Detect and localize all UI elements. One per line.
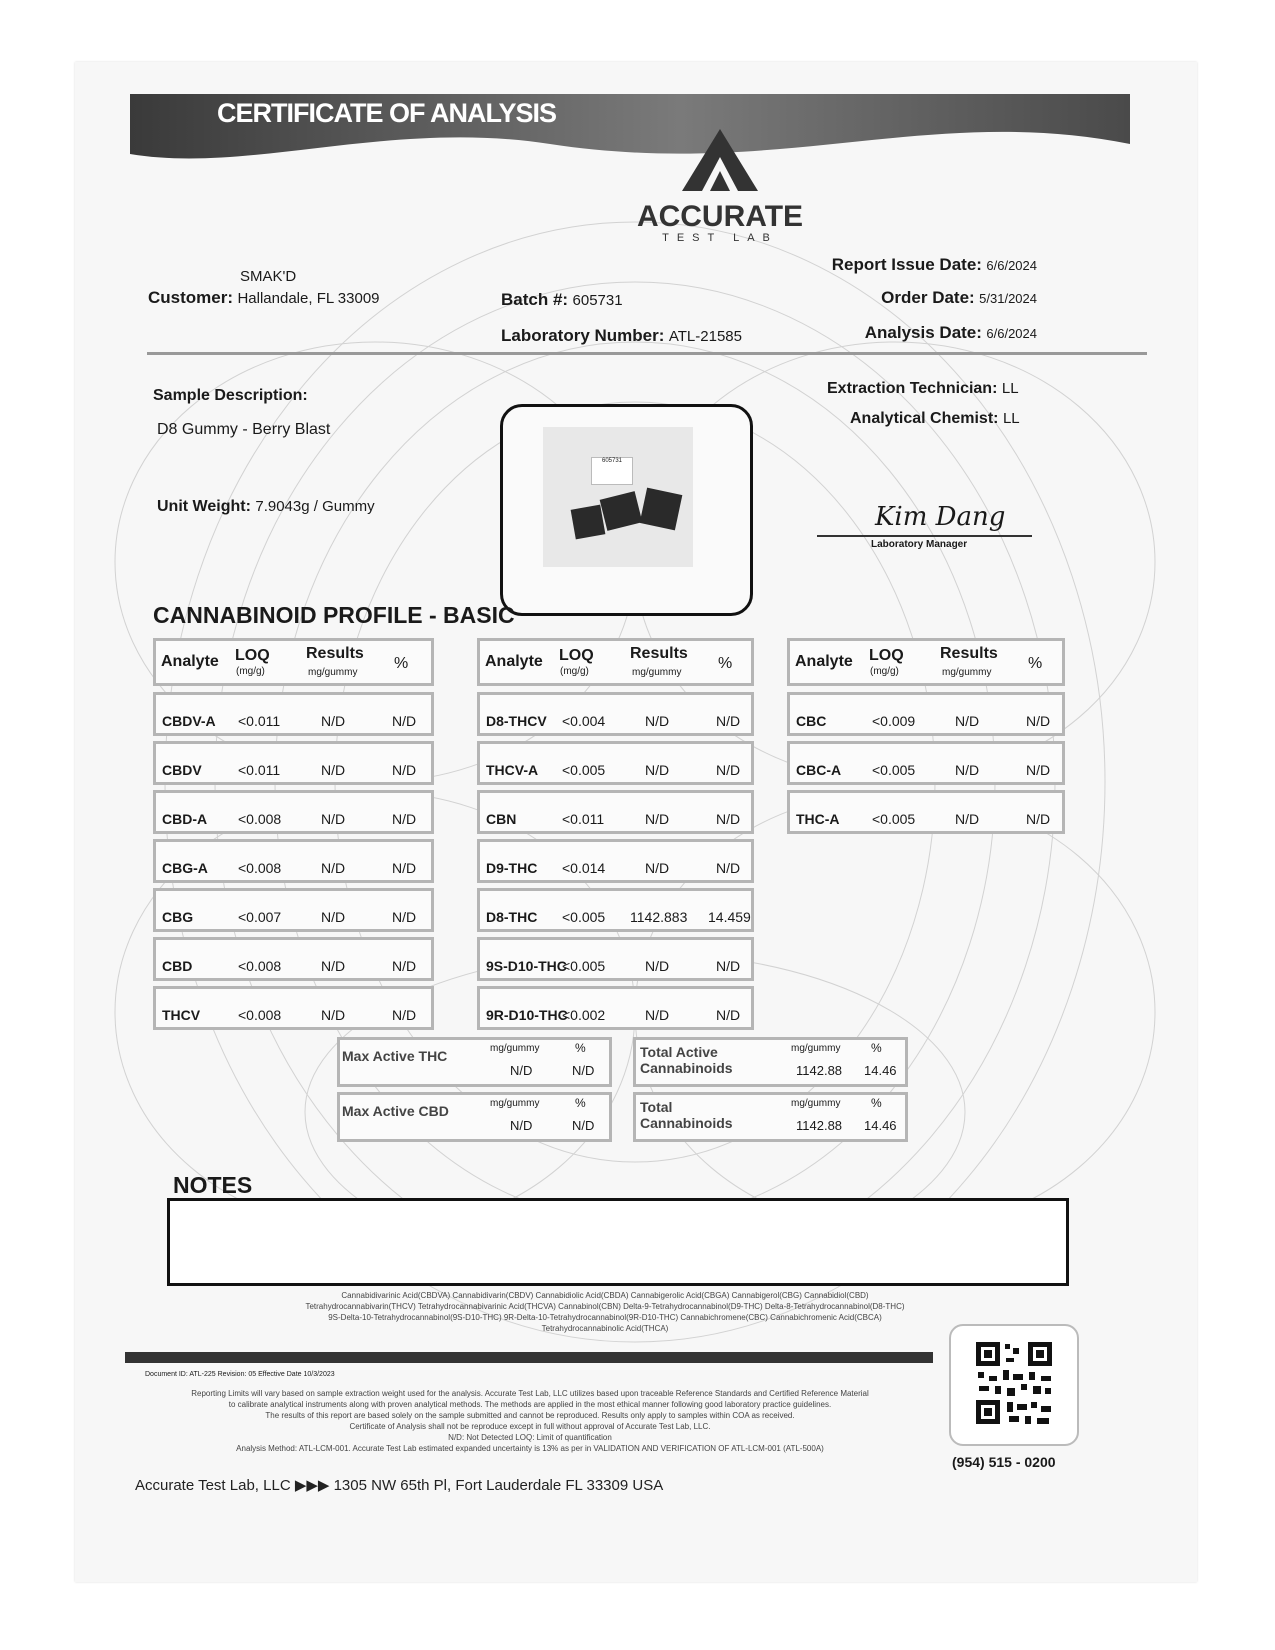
analyte-header: Analyte xyxy=(485,653,543,670)
glossary xyxy=(165,1290,1045,1334)
col3-header xyxy=(787,638,1065,686)
table-row xyxy=(787,692,1065,736)
percent-value: N/D xyxy=(392,713,417,729)
loq-value: <0.011 xyxy=(238,713,281,729)
percent-value: N/D xyxy=(1026,713,1051,729)
order-date-value: 5/31/2024 xyxy=(979,291,1037,306)
percent-value: N/D xyxy=(392,762,417,778)
analyte-name: 9R-D10-THC xyxy=(486,1007,568,1023)
customer-block xyxy=(148,288,380,308)
order-date-label: Order Date: xyxy=(881,288,975,307)
notes-heading: NOTES xyxy=(173,1172,253,1198)
loq-value: <0.009 xyxy=(872,713,916,729)
max-active-thc-pct: N/D xyxy=(572,1063,595,1078)
batch-value: 605731 xyxy=(572,292,623,309)
max-active-cbd-label: Max Active CBD xyxy=(342,1103,449,1119)
disclaimer-line: Reporting Limits will vary based on sample extraction weight used for the analysis. Accurate Test Lab, LLC utilizes based upon traceable Reference Standards and Certified Reference Material xyxy=(191,1389,869,1398)
glossary-line: 9S-Delta-10-Tetrahydrocannabinol(9S-D10-THC) 9R-Delta-10-Tetrahydrocannabinol(9R-D10-THC) Cannabichromene(CBC) Cannabichromenic Acid(CBCA) xyxy=(328,1313,882,1322)
glossary-line: Cannabidivarinic Acid(CBDVA) Cannabidivarin(CBDV) Cannabidiolic Acid(CBDA) Cannabigerolic Acid(CBGA) Cannabigerol(CBG) Cannabidiol(CBD) xyxy=(341,1291,869,1300)
result-value: N/D xyxy=(321,958,346,974)
result-value: N/D xyxy=(645,1007,670,1023)
total-active-mg: 1142.88 xyxy=(796,1063,843,1078)
result-value: N/D xyxy=(321,762,346,778)
loq-header: LOQ xyxy=(869,647,904,664)
percent-value: N/D xyxy=(392,958,417,974)
loq-value: <0.005 xyxy=(562,958,606,974)
max-active-thc-pct-header: % xyxy=(575,1041,586,1055)
disclaimer-line: to calibrate analytical instruments along with proven analytical methods. The methods are applied in the most ethical manner following good laboratory practice guidelines. xyxy=(228,1400,832,1409)
loq-value: <0.011 xyxy=(238,762,281,778)
percent-header: % xyxy=(394,655,409,672)
customer-label: Customer: xyxy=(148,288,234,307)
analyte-header: Analyte xyxy=(161,653,219,670)
laboratory-manager-label: Laboratory Manager xyxy=(871,539,968,550)
result-value: N/D xyxy=(645,860,670,876)
loq-value: <0.008 xyxy=(238,958,282,974)
certificate-page xyxy=(75,62,1197,1582)
result-value: N/D xyxy=(321,860,346,876)
table-row xyxy=(477,986,754,1030)
percent-value: N/D xyxy=(716,860,741,876)
analyte-name: CBG-A xyxy=(162,860,208,876)
total-unit: mg/gummy xyxy=(791,1098,841,1109)
extraction-technician-label: Extraction Technician: xyxy=(827,380,998,397)
total-cannabinoids-label xyxy=(640,1099,733,1131)
disclaimer-line: The results of this report are based solely on the sample submitted and cannot be reproduced. Results only apply to samples within COA as received. xyxy=(265,1411,795,1420)
table-row xyxy=(153,741,434,785)
extraction-technician xyxy=(827,380,1019,398)
table-row xyxy=(153,937,434,981)
lab-number-block xyxy=(501,326,742,346)
total-active-unit: mg/gummy xyxy=(791,1043,841,1054)
footer-address: Accurate Test Lab, LLC ▶▶▶ 1305 NW 65th Pl, Fort Lauderdale FL 33309 USA xyxy=(135,1477,664,1494)
percent-header: % xyxy=(1028,655,1043,672)
loq-value: <0.005 xyxy=(562,909,606,925)
percent-value: N/D xyxy=(716,762,741,778)
qr-code[interactable] xyxy=(949,1324,1079,1446)
loq-value: <0.007 xyxy=(238,909,282,925)
table-row xyxy=(477,888,754,932)
brand-subtitle: TEST LAB xyxy=(662,232,778,244)
max-active-cbd-mg: N/D xyxy=(510,1118,533,1133)
result-value: N/D xyxy=(645,713,670,729)
header-divider xyxy=(147,352,1147,355)
glossary-line: Tetrahydrocannabinolic Acid(THCA) xyxy=(541,1324,669,1333)
analyte-name: CBDV xyxy=(162,762,202,778)
phone-number: (954) 515 - 0200 xyxy=(952,1454,1056,1470)
max-active-cbd-pct-header: % xyxy=(575,1096,586,1110)
analysis-date xyxy=(865,323,1037,343)
col2-header xyxy=(477,638,754,686)
footer-rule xyxy=(125,1352,933,1363)
result-value: N/D xyxy=(321,713,346,729)
result-value: N/D xyxy=(955,713,980,729)
unit-weight-label: Unit Weight: xyxy=(157,498,251,515)
table-row xyxy=(153,790,434,834)
loq-value: <0.014 xyxy=(562,860,606,876)
percent-header: % xyxy=(718,655,733,672)
max-active-thc-unit: mg/gummy xyxy=(490,1043,540,1054)
loq-header: LOQ xyxy=(559,647,594,664)
batch-label: Batch #: xyxy=(501,290,569,309)
photo-label-sticker: 605731 xyxy=(591,457,633,485)
analytical-chemist xyxy=(850,410,1020,428)
result-value: N/D xyxy=(321,811,346,827)
certificate-title: CERTIFICATE OF ANALYSIS xyxy=(217,98,557,128)
total-active-cannabinoids-box xyxy=(633,1037,908,1087)
triangle-logo-icon xyxy=(680,127,760,193)
lab-number-value: ATL-21585 xyxy=(668,328,742,345)
disclaimer-line: Analysis Method: ATL-LCM-001. Accurate Test Lab estimated expanded uncertainty is 13% as per in VALIDATION AND VERIFICATION OF ATL-LCM-001 (ATL-500A) xyxy=(236,1444,824,1453)
table-row xyxy=(787,741,1065,785)
loq-value: <0.004 xyxy=(562,713,606,729)
total-pct-header: % xyxy=(871,1096,882,1110)
disclaimer xyxy=(135,1388,925,1454)
lab-number-label: Laboratory Number: xyxy=(501,326,665,345)
analysis-date-label: Analysis Date: xyxy=(864,323,982,342)
signature-line xyxy=(817,535,1032,537)
percent-value: N/D xyxy=(1026,762,1051,778)
table-row xyxy=(477,790,754,834)
results-unit-header: mg/gummy xyxy=(942,667,992,678)
max-active-thc-box xyxy=(337,1037,612,1087)
loq-value: <0.011 xyxy=(562,811,605,827)
percent-value: N/D xyxy=(392,860,417,876)
loq-value: <0.008 xyxy=(238,860,282,876)
disclaimer-line: N/D: Not Detected LOQ: Limit of quantification xyxy=(448,1433,612,1442)
analyte-name: D9-THC xyxy=(486,860,538,876)
total-label-line2: Cannabinoids xyxy=(640,1115,733,1131)
analyte-name: 9S-D10-THC xyxy=(486,958,567,974)
total-active-cannabinoids-label xyxy=(640,1044,733,1076)
analyte-name: D8-THCV xyxy=(486,713,547,729)
loq-value: <0.005 xyxy=(562,762,606,778)
analyte-name: CBDV-A xyxy=(162,713,216,729)
percent-value: N/D xyxy=(716,811,741,827)
analyte-name: THC-A xyxy=(796,811,840,827)
max-active-thc-mg: N/D xyxy=(510,1063,533,1078)
total-active-pct: 14.46 xyxy=(864,1063,897,1078)
percent-value: 14.459 xyxy=(708,909,751,925)
analysis-date-value: 6/6/2024 xyxy=(986,326,1037,341)
brand-name: ACCURATE xyxy=(636,200,804,233)
analyte-name: CBC-A xyxy=(796,762,842,778)
analyte-name: THCV-A xyxy=(486,762,539,778)
results-header: Results xyxy=(306,645,364,662)
report-issue-label: Report Issue Date: xyxy=(831,255,982,274)
report-issue-date xyxy=(832,255,1037,275)
result-value: 1142.883 xyxy=(630,909,688,925)
gummy-image-3 xyxy=(640,488,683,531)
analyte-name: CBC xyxy=(796,713,827,729)
loq-unit-header: (mg/g) xyxy=(236,666,265,677)
analyte-name: CBG xyxy=(162,909,194,925)
total-mg: 1142.88 xyxy=(796,1118,843,1133)
result-value: N/D xyxy=(955,762,980,778)
unit-weight-block xyxy=(157,498,375,516)
analyte-header: Analyte xyxy=(795,653,853,670)
total-active-label-line1: Total Active xyxy=(640,1044,718,1060)
max-active-cbd-box xyxy=(337,1092,612,1142)
percent-value: N/D xyxy=(716,713,741,729)
extraction-technician-value: LL xyxy=(1001,380,1019,397)
table-row xyxy=(477,741,754,785)
analytical-chemist-value: LL xyxy=(1002,410,1020,427)
results-unit-header: mg/gummy xyxy=(308,667,358,678)
percent-value: N/D xyxy=(716,1007,741,1023)
result-value: N/D xyxy=(955,811,980,827)
analyte-name: CBN xyxy=(486,811,517,827)
loq-unit-header: (mg/g) xyxy=(870,666,899,677)
sample-description: D8 Gummy - Berry Blast xyxy=(157,421,331,438)
total-active-pct-header: % xyxy=(871,1041,882,1055)
batch-block xyxy=(501,290,623,310)
table-row xyxy=(153,888,434,932)
qr-code-icon xyxy=(951,1326,1077,1444)
percent-value: N/D xyxy=(392,811,417,827)
max-active-thc-label: Max Active THC xyxy=(342,1048,448,1064)
table-row xyxy=(477,839,754,883)
analyte-name: THCV xyxy=(162,1007,201,1023)
results-header: Results xyxy=(940,645,998,662)
sample-description-label: Sample Description: xyxy=(153,387,308,404)
unit-weight-value: 7.9043g / Gummy xyxy=(255,498,375,515)
result-value: N/D xyxy=(321,909,346,925)
customer-address: Hallandale, FL 33009 xyxy=(237,290,380,307)
loq-header: LOQ xyxy=(235,647,270,664)
percent-value: N/D xyxy=(392,909,417,925)
result-value: N/D xyxy=(321,1007,346,1023)
gummy-image-1 xyxy=(571,505,606,540)
total-active-label-line2: Cannabinoids xyxy=(640,1060,733,1076)
brand-logo xyxy=(620,127,820,244)
total-cannabinoids-box xyxy=(633,1092,908,1142)
loq-unit-header: (mg/g) xyxy=(560,666,589,677)
table-row xyxy=(153,692,434,736)
loq-value: <0.008 xyxy=(238,1007,282,1023)
result-value: N/D xyxy=(645,958,670,974)
cannabinoid-profile-title: CANNABINOID PROFILE - BASIC xyxy=(153,602,515,628)
notes-box xyxy=(167,1198,1069,1286)
table-row xyxy=(477,692,754,736)
result-value: N/D xyxy=(645,762,670,778)
sample-photo xyxy=(500,404,753,616)
percent-value: N/D xyxy=(1026,811,1051,827)
table-row xyxy=(477,937,754,981)
table-row xyxy=(153,839,434,883)
max-active-cbd-unit: mg/gummy xyxy=(490,1098,540,1109)
percent-value: N/D xyxy=(392,1007,417,1023)
results-unit-header: mg/gummy xyxy=(632,667,682,678)
manager-signature: Kim Dang xyxy=(875,502,1006,532)
percent-value: N/D xyxy=(716,958,741,974)
report-issue-value: 6/6/2024 xyxy=(986,258,1037,273)
result-value: N/D xyxy=(645,811,670,827)
col1-header xyxy=(153,638,434,686)
total-label-line1: Total xyxy=(640,1099,673,1115)
document-info: Document ID: ATL-225 Revision: 05 Effective Date 10/3/2023 xyxy=(145,1371,335,1378)
loq-value: <0.005 xyxy=(872,762,916,778)
total-pct: 14.46 xyxy=(864,1118,897,1133)
loq-value: <0.002 xyxy=(562,1007,606,1023)
loq-value: <0.005 xyxy=(872,811,916,827)
table-row xyxy=(153,986,434,1030)
analyte-name: D8-THC xyxy=(486,909,538,925)
analyte-name: CBD-A xyxy=(162,811,208,827)
analytical-chemist-label: Analytical Chemist: xyxy=(850,410,999,427)
results-header: Results xyxy=(630,645,688,662)
table-row xyxy=(787,790,1065,834)
disclaimer-line: Certificate of Analysis shall not be reproduce except in full without approval of Accurate Test Lab, LLC. xyxy=(349,1422,711,1431)
analyte-name: CBD xyxy=(162,958,193,974)
loq-value: <0.008 xyxy=(238,811,282,827)
glossary-line: Tetrahydrocannabivarin(THCV) Tetrahydrocannabivarinic Acid(THCVA) Cannabinol(CBN) Delta-9-Tetrahydrocannabinol(D9-THC) Delta-8-Tetrahydrocannabinol(D8-THC) xyxy=(305,1302,905,1311)
max-active-cbd-pct: N/D xyxy=(572,1118,595,1133)
order-date xyxy=(881,288,1037,308)
customer-name: SMAK'D xyxy=(240,268,297,285)
